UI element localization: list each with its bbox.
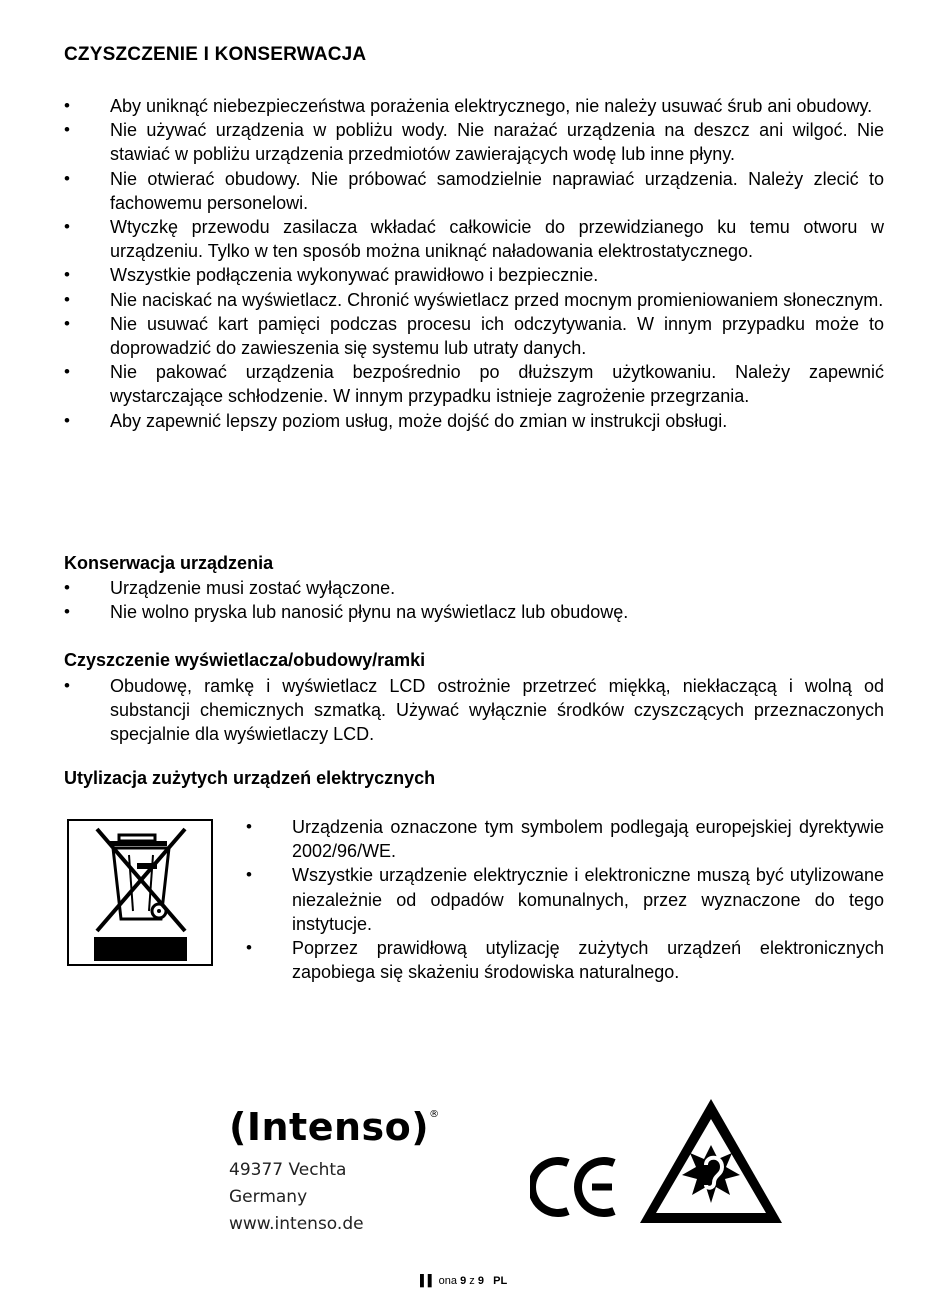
- footer-page-number: 9: [460, 1275, 467, 1287]
- page-footer: [420, 1275, 507, 1287]
- list-item: • Urządzenie musi zostać wyłączone.: [64, 576, 884, 600]
- list-item: • Aby uniknąć niebezpieczeństwa porażenia elektrycznego, nie należy usuwać śrub ani obudowy.: [64, 94, 884, 118]
- list-item: • Nie używać urządzenia w pobliżu wody. Nie narażać urządzenia na deszcz ani wilgoć. Nie stawiać w pobliżu urządzenia przedmiotów zawierających wodę lub inne płyny.: [64, 118, 884, 166]
- footer-page-word: ona: [438, 1275, 458, 1287]
- weee-bin-icon: [67, 819, 213, 966]
- intenso-logo: (Intenso)®: [229, 1105, 440, 1149]
- address-line-2: Germany: [229, 1187, 308, 1207]
- list-item: • Nie usuwać kart pamięci podczas procesu ich odczytywania. W innym przypadku może to doprowadzić do zawieszenia się systemu lub utraty danych.: [64, 312, 884, 360]
- section-heading-cleaning: Czyszczenie wyświetlacza/obudowy/ramki: [64, 650, 426, 670]
- list-item: • Nie naciskać na wyświetlacz. Chronić wyświetlacz przed mocnym promieniowaniem słonecznym.: [64, 288, 884, 312]
- list-item: • Wszystkie podłączenia wykonywać prawidłowo i bezpiecznie.: [64, 263, 884, 287]
- list-item: • Poprzez prawidłową utylizację zużytych urządzeń elektronicznych zapobiega się skażeniu środowiska naturalnego.: [246, 936, 884, 984]
- page-title: CZYSZCZENIE I KONSERWACJA: [64, 44, 367, 65]
- list-item: • Nie wolno pryska lub nanosić płynu na wyświetlacz lub obudowę.: [64, 600, 884, 624]
- list-item: • Nie pakować urządzenia bezpośrednio po dłuższym użytkowaniu. Należy zapewnić wystarczające schłodzenie. W innym przypadku istnieje zagrożenie przegrzania.: [64, 360, 884, 408]
- ce-mark-icon: [530, 1155, 620, 1219]
- list-item: • Aby zapewnić lepszy poziom usług, może dojść do zmian w instrukcji obsługi.: [64, 409, 884, 433]
- footer-page-total: 9: [477, 1275, 484, 1287]
- list-item: • Nie otwierać obudowy. Nie próbować samodzielnie naprawiać urządzenia. Należy zlecić to fachowemu personelowi.: [64, 167, 884, 215]
- address-line-1: 49377 Vechta: [229, 1160, 347, 1180]
- section-heading-maintenance: Konserwacja urządzenia: [64, 553, 274, 573]
- list-item: • Obudowę, ramkę i wyświetlacz LCD ostrożnie przetrzeć miękką, niekłaczącą i wolną od substancji chemicznych szmatką. Używać wyłącznie środków czyszczących przeznaczonych specjalnie dla wyświetlaczy LCD.: [64, 674, 884, 747]
- address-line-3: www.intenso.de: [229, 1214, 364, 1234]
- footer-mark: ▌▌: [420, 1275, 436, 1287]
- maintenance-list: [64, 576, 884, 624]
- disposal-list: [246, 815, 884, 984]
- safety-list: [64, 94, 884, 433]
- footer-of-word: z: [469, 1275, 475, 1287]
- section-heading-disposal: Utylizacja zużytych urządzeń elektrycznych: [64, 768, 436, 788]
- list-item: • Wszystkie urządzenie elektrycznie i elektroniczne muszą być utylizowane niezależnie od odpadów komunalnych, przez wyznaczone do tego instytucje.: [246, 863, 884, 936]
- list-item: • Urządzenia oznaczone tym symbolem podlegają europejskiej dyrektywie 2002/96/WE.: [246, 815, 884, 863]
- weee-bar: [94, 937, 187, 961]
- hearing-warning-icon: [636, 1095, 786, 1227]
- cleaning-list: [64, 674, 884, 747]
- footer-language: PL: [493, 1275, 508, 1287]
- list-item: • Wtyczkę przewodu zasilacza wkładać całkowicie do przewidzianego ku temu otworu w urządzeniu. Tylko w ten sposób można uniknąć naładowania elektrostatycznego.: [64, 215, 884, 263]
